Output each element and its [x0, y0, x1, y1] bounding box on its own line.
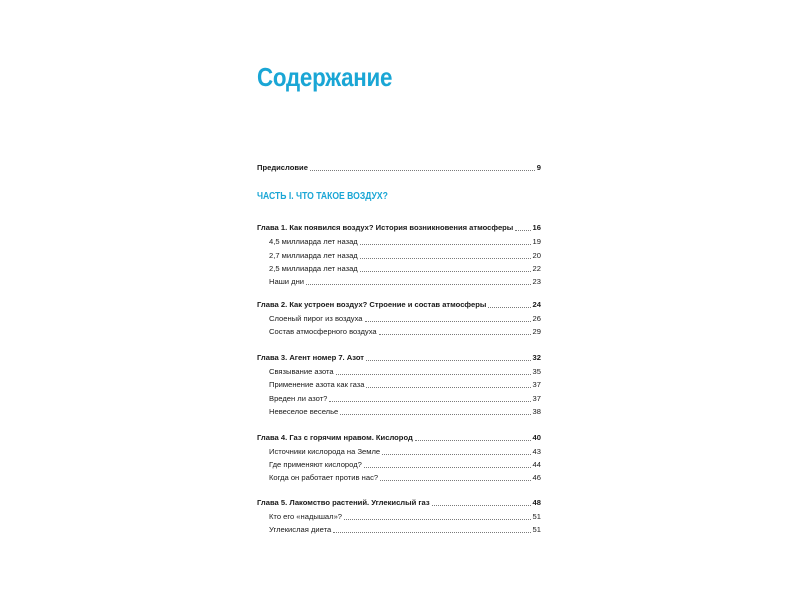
leader-dots [366, 387, 530, 388]
subentry-label: Когда он работает против нас? [269, 473, 379, 482]
chapter-label: Глава 5. Лакомство растений. Углекислый газ [257, 498, 430, 507]
page-title: Содержание [257, 62, 393, 92]
leader-dots [306, 284, 531, 285]
toc-subentry [269, 524, 541, 536]
chapter-page: 24 [532, 300, 541, 309]
toc-subentry [269, 511, 541, 523]
subentry-label: Состав атмосферного воздуха [269, 327, 377, 336]
leader-dots [379, 334, 531, 335]
toc-chapter [257, 222, 541, 234]
leader-dots [488, 307, 530, 308]
leader-dots [432, 505, 531, 506]
subentry-label: 4,5 миллиарда лет назад [269, 237, 358, 246]
leader-dots [360, 271, 531, 272]
toc-subentry [269, 406, 541, 418]
toc-subentry [269, 276, 541, 288]
leader-dots [380, 480, 530, 481]
chapter-label: Глава 3. Агент номер 7. Азот [257, 353, 364, 362]
toc-chapter [257, 497, 541, 509]
subentry-page: 35 [532, 367, 541, 376]
toc-subentry [269, 236, 541, 248]
toc-entry-label: Предисловие [257, 163, 308, 172]
subentry-page: 20 [532, 251, 541, 260]
subentry-label: 2,7 миллиарда лет назад [269, 251, 358, 260]
subentry-page: 51 [532, 512, 541, 521]
toc-chapter [257, 432, 541, 444]
subentry-label: Связывание азота [269, 367, 334, 376]
toc-subentry [269, 263, 541, 275]
subentry-label: Применение азота как газа [269, 380, 365, 389]
toc-subentry [269, 366, 541, 378]
toc-entry-page: 9 [536, 163, 541, 172]
subentry-label: Кто его «надышал»? [269, 512, 343, 521]
toc-subentry [269, 379, 541, 391]
subentry-page: 29 [532, 327, 541, 336]
leader-dots [360, 244, 531, 245]
subentry-page: 37 [532, 380, 541, 389]
chapter-label: Глава 2. Как устроен воздух? Строение и состав атмосферы [257, 300, 487, 309]
leader-dots [365, 321, 531, 322]
chapter-page: 48 [532, 498, 541, 507]
leader-dots [366, 360, 531, 361]
subentry-label: Где применяют кислород? [269, 460, 362, 469]
leader-dots [340, 414, 530, 415]
subentry-label: 2,5 миллиарда лет назад [269, 264, 358, 273]
chapter-page: 40 [532, 433, 541, 442]
leader-dots [336, 374, 531, 375]
leader-dots [415, 440, 531, 441]
leader-dots [364, 467, 531, 468]
part-heading: ЧАСТЬ I. ЧТО ТАКОЕ ВОЗДУХ? [257, 191, 388, 202]
toc-entry-preface [257, 162, 541, 174]
subentry-label: Невеселое веселье [269, 407, 339, 416]
leader-dots [329, 401, 530, 402]
chapter-label: Глава 1. Как появился воздух? История возникновения атмосферы [257, 223, 514, 232]
leader-dots [310, 170, 535, 171]
chapter-label: Глава 4. Газ с горячим нравом. Кислород [257, 433, 413, 442]
subentry-label: Наши дни [269, 277, 305, 286]
toc-subentry [269, 472, 541, 484]
leader-dots [333, 532, 530, 533]
leader-dots [344, 519, 531, 520]
subentry-page: 19 [532, 237, 541, 246]
chapter-page: 16 [532, 223, 541, 232]
toc-subentry [269, 313, 541, 325]
subentry-label: Вреден ли азот? [269, 394, 328, 403]
toc-subentry [269, 326, 541, 338]
subentry-label: Источники кислорода на Земле [269, 447, 381, 456]
subentry-label: Углекислая диета [269, 525, 332, 534]
subentry-page: 38 [532, 407, 541, 416]
subentry-page: 44 [532, 460, 541, 469]
toc-chapter [257, 299, 541, 311]
toc-chapter [257, 352, 541, 364]
leader-dots [515, 230, 530, 231]
leader-dots [360, 258, 531, 259]
toc-subentry [269, 446, 541, 458]
subentry-page: 22 [532, 264, 541, 273]
toc-subentry [269, 393, 541, 405]
subentry-page: 26 [532, 314, 541, 323]
subentry-page: 51 [532, 525, 541, 534]
toc-subentry [269, 459, 541, 471]
subentry-label: Слоеный пирог из воздуха [269, 314, 363, 323]
subentry-page: 43 [532, 447, 541, 456]
chapter-page: 32 [532, 353, 541, 362]
subentry-page: 23 [532, 277, 541, 286]
toc-subentry [269, 250, 541, 262]
subentry-page: 46 [532, 473, 541, 482]
subentry-page: 37 [532, 394, 541, 403]
leader-dots [382, 454, 530, 455]
